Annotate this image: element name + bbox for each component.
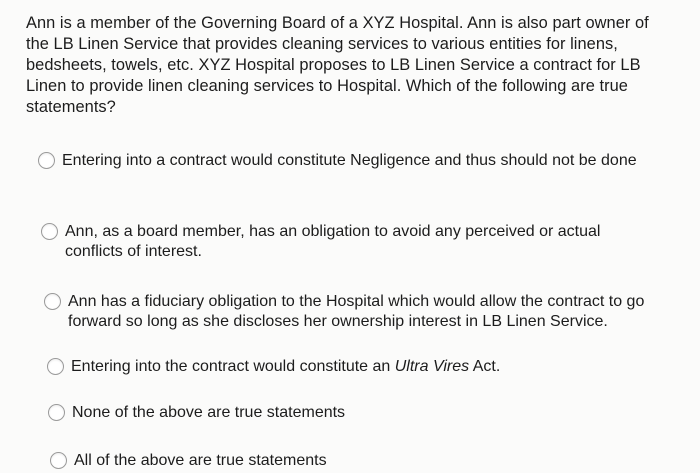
answer-option-5-label: None of the above are true statements <box>72 404 346 421</box>
radio-button-1[interactable] <box>38 152 55 169</box>
answer-option-4-label <box>71 357 500 377</box>
answer-option-1[interactable] <box>38 151 638 171</box>
answer-option-5[interactable] <box>48 403 608 423</box>
answer-option-6[interactable] <box>50 451 610 471</box>
radio-button-2[interactable] <box>41 223 58 240</box>
radio-button-5[interactable] <box>48 404 65 421</box>
question-text: Ann is a member of the Governing Board of a XYZ Hospital. Ann is also part owner of the LB Linen Service that provides cleaning services to various entities for linens, bedsheets, towels, etc. XYZ Hospital proposes to LB Linen Service a contract for LB Linen to provide linen cleaning services to Hospital. Which of the following are true statements? <box>26 14 649 116</box>
answer-option-2[interactable] <box>41 222 631 262</box>
answer-option-3-label: Ann has a fiduciary obligation to the Hospital which would allow the contract to go forward so long as she discloses her ownership interest in LB Linen Service. <box>68 293 645 330</box>
answer-option-3[interactable] <box>44 292 659 332</box>
answer-option-4-italic: Ultra Vires <box>394 358 470 375</box>
radio-button-6[interactable] <box>50 452 67 469</box>
answer-option-4-prefix: Entering into the contract would constitute an <box>71 358 395 375</box>
answer-option-1-label: Entering into a contract would constitute Negligence and thus should not be done <box>62 152 637 169</box>
answer-option-6-label: All of the above are true statements <box>74 452 327 469</box>
answer-option-4[interactable] <box>47 357 607 377</box>
answer-option-2-label: Ann, as a board member, has an obligation to avoid any perceived or actual conflicts of interest. <box>65 223 601 260</box>
radio-button-4[interactable] <box>47 358 64 375</box>
answer-option-4-suffix: Act. <box>469 358 501 375</box>
radio-button-3[interactable] <box>44 293 61 310</box>
